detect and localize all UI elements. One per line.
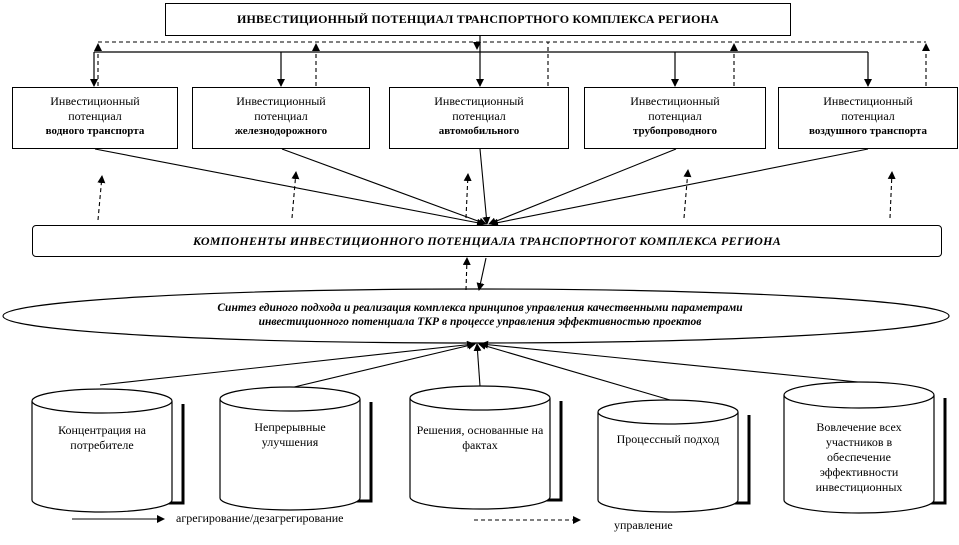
potential-name: трубопроводного <box>632 125 718 137</box>
synthesis-text <box>30 301 930 329</box>
management-bus-top <box>98 42 926 86</box>
potential-name: железнодорожного <box>234 125 328 137</box>
potential-line1: Инвестиционный <box>823 94 913 108</box>
potential-line1: Инвестиционный <box>630 94 720 108</box>
components-ellipse-links <box>466 258 486 290</box>
principle-process-approach: Процессный подход <box>616 432 720 446</box>
legend-solid-label: агрегирование/дезагрегирование <box>176 511 344 525</box>
potential-line1: Инвестиционный <box>434 94 524 108</box>
principle-customer-focus: Концентрация на потребителе <box>58 423 146 452</box>
components-box: КОМПОНЕНТЫ ИНВЕСТИЦИОННОГО ПОТЕНЦИАЛА ТРАНСПОРТНОГОТ КОМПЛЕКСА РЕГИОНА <box>32 225 942 257</box>
principle-continuous-improvement: Непрерывные улучшения <box>254 420 326 449</box>
synthesis-line2: инвестиционного потенциала ТКР в процессе управления эффективностью проектов <box>258 316 702 328</box>
main-title: ИНВЕСТИЦИОННЫЙ ПОТЕНЦИАЛ ТРАНСПОРТНОГО КОМПЛЕКСА РЕГИОНА <box>165 3 791 36</box>
potential-name: автомобильного <box>438 125 520 137</box>
management-arrows-mid <box>98 170 892 220</box>
potential-name: водного транспорта <box>45 125 145 137</box>
aggregation-bus-top <box>94 36 868 86</box>
potential-line2: потенциал <box>254 109 308 123</box>
convergence-arrows <box>95 149 868 224</box>
potential-line2: потенциал <box>648 109 702 123</box>
potential-railway <box>192 87 370 149</box>
legend-dashed-label: управление <box>614 518 673 532</box>
principle-involvement: Вовлечение всех участников в обеспечение эффективности инвестиционных <box>815 420 903 494</box>
synthesis-line1: Синтез единого подхода и реализация комплекса принципов управления качественными параметрами <box>217 302 743 314</box>
principle-fact-based-decisions: Решения, основанные на фактах <box>416 423 544 452</box>
potential-road <box>389 87 569 149</box>
potential-line1: Инвестиционный <box>236 94 326 108</box>
cylinder-4 <box>598 400 749 512</box>
potential-line2: потенциал <box>841 109 895 123</box>
potential-line2: потенциал <box>452 109 506 123</box>
potential-water <box>12 87 178 149</box>
potential-air <box>778 87 958 149</box>
potential-name: воздушного транспорта <box>809 125 927 137</box>
potential-line2: потенциал <box>68 109 122 123</box>
potential-line1: Инвестиционный <box>50 94 140 108</box>
potential-pipeline <box>584 87 766 149</box>
